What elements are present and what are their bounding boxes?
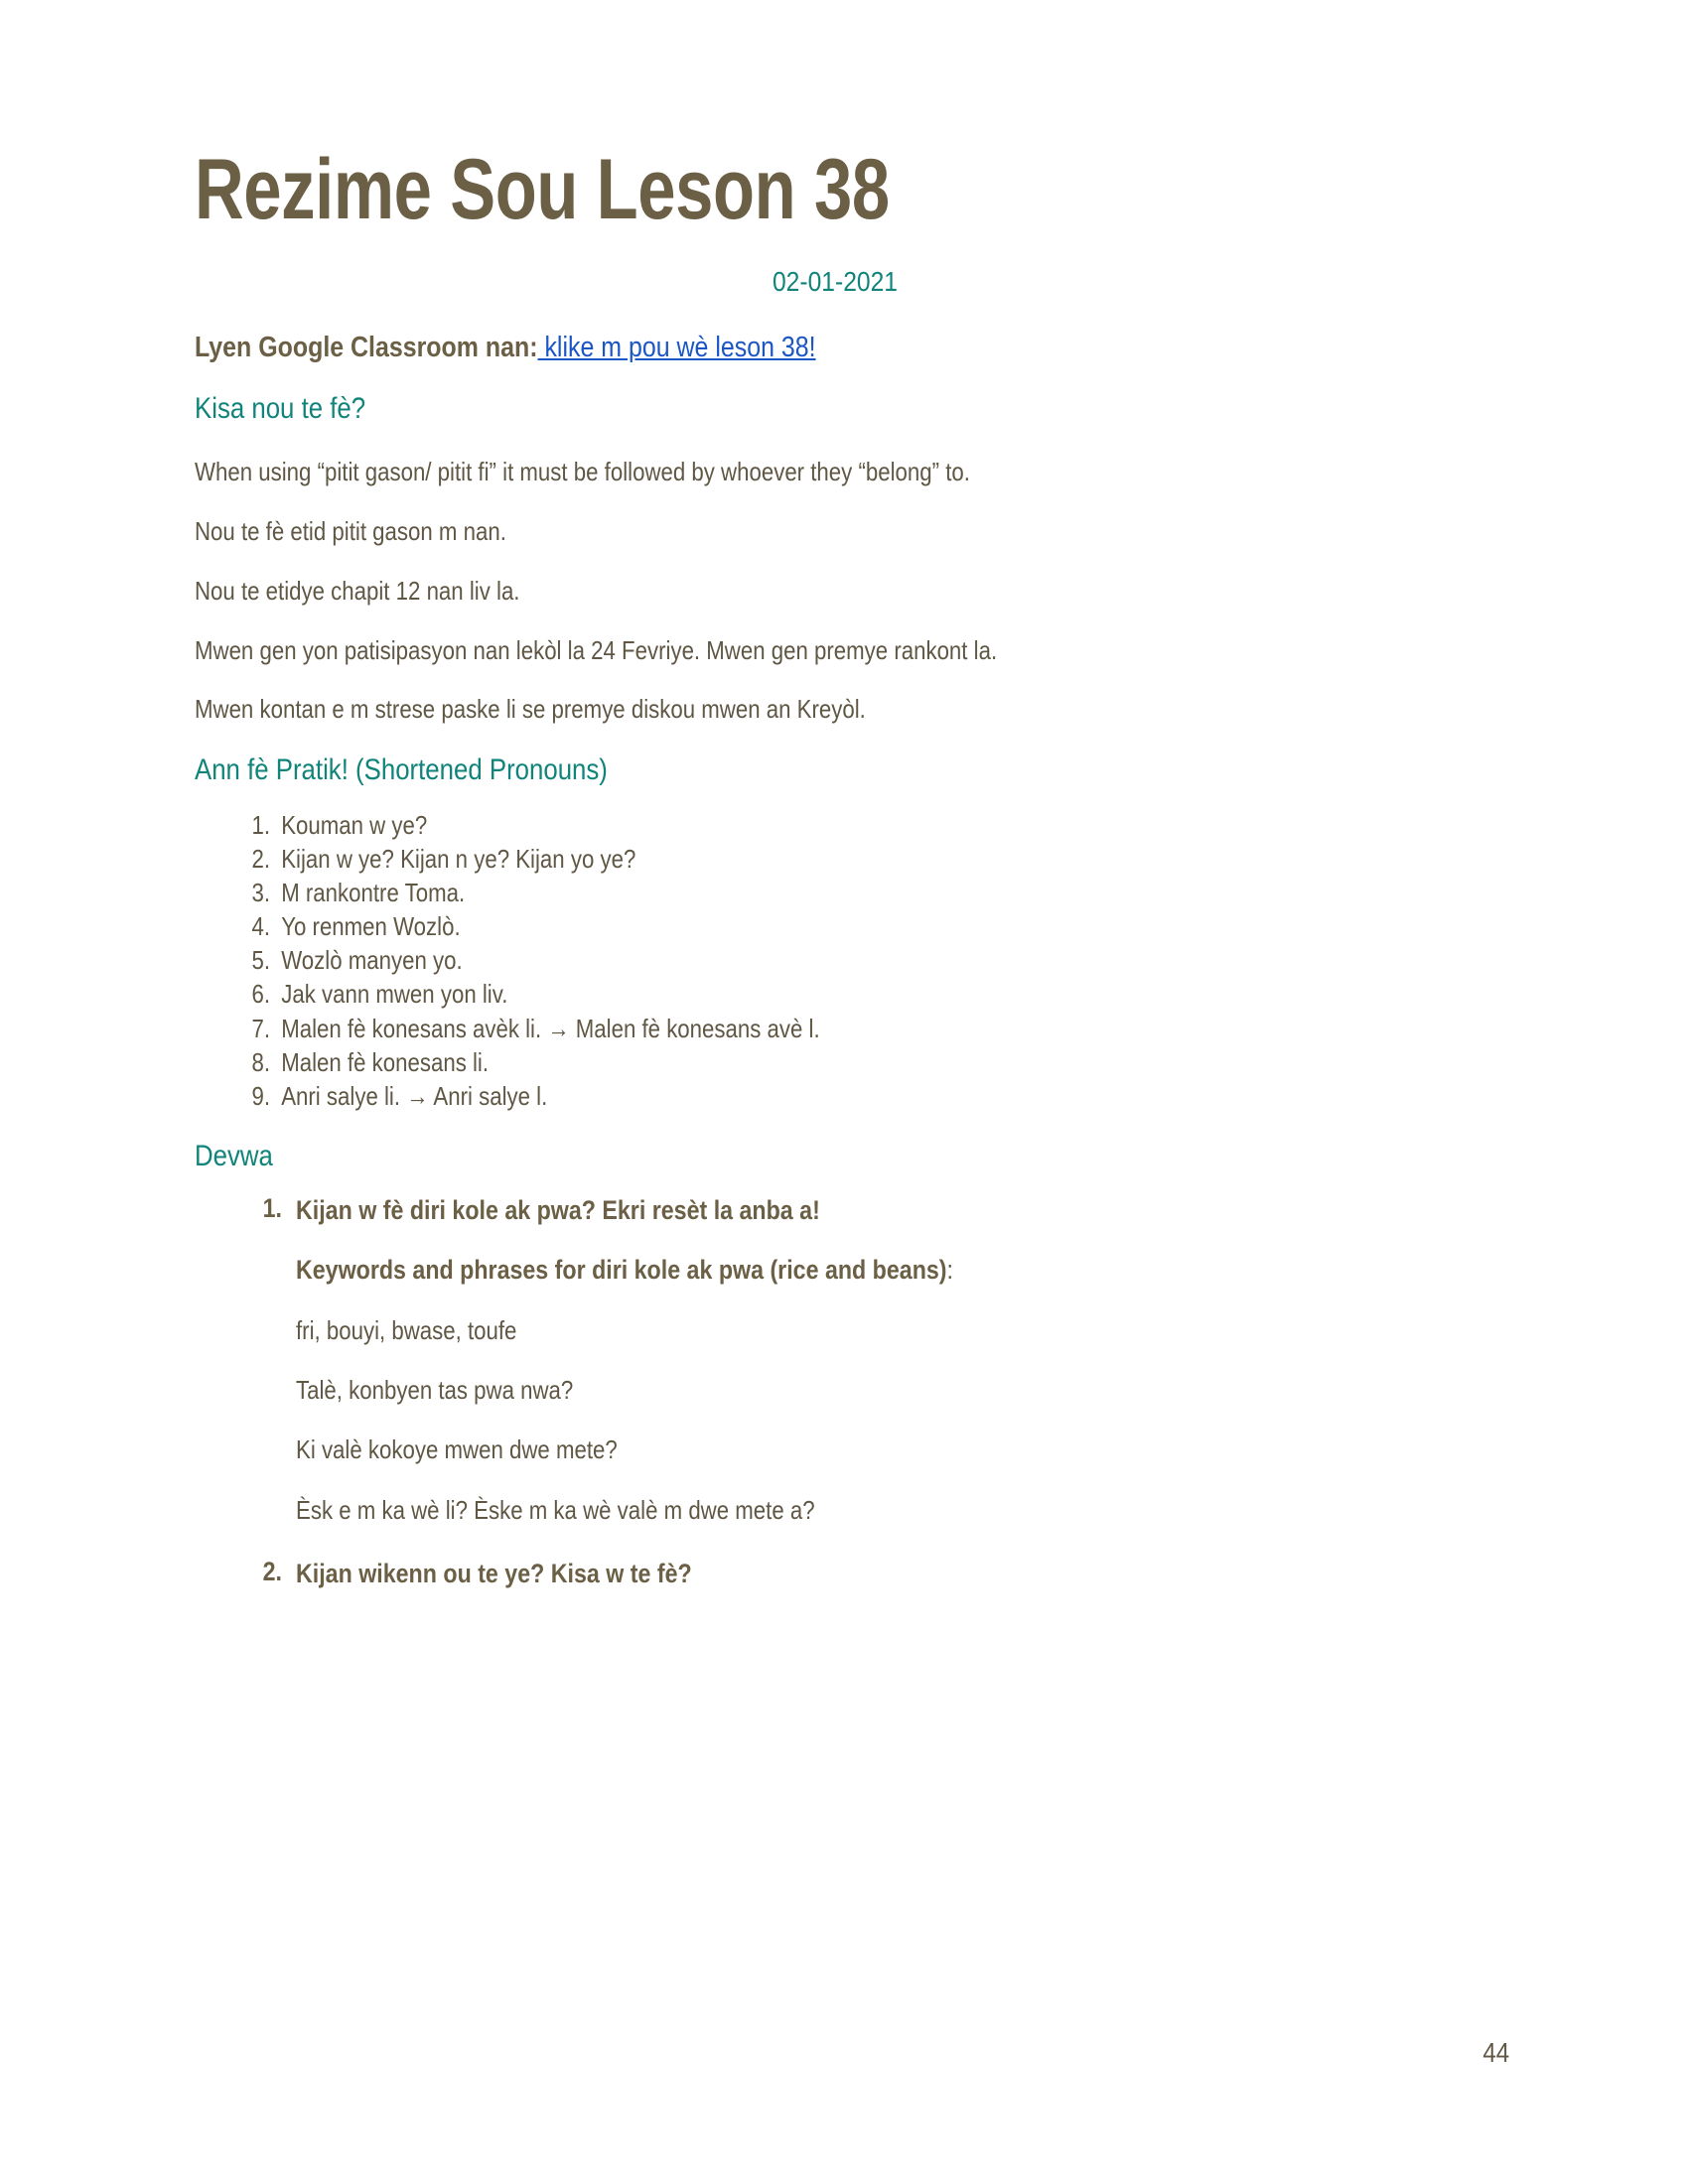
homework-item-number: 1.: [262, 1192, 282, 1223]
document-content: [195, 0, 1476, 1590]
list-item-number: 2.: [251, 844, 271, 875]
practice-list: [195, 787, 1476, 1112]
classroom-link[interactable]: klike m pou wè leson 38!: [537, 332, 816, 363]
section-heading-devwa: Devwa: [195, 1139, 273, 1172]
list-item-label: Jak vann mwen yon liv.: [281, 979, 508, 1010]
list-item-number: 6.: [251, 979, 271, 1010]
list-item-label: Wozlò manyen yo.: [281, 945, 463, 976]
list-item: [195, 943, 1290, 977]
homework-subline: Ki valè kokoye mwen dwe mete?: [296, 1434, 618, 1465]
section-heading-ann-fe-pratik: Ann fè Pratik! (Shortened Pronouns): [195, 753, 608, 787]
page-title: Rezime Sou Leson 38: [195, 142, 890, 237]
homework-list: [195, 1173, 1476, 1591]
list-item: [195, 909, 1290, 943]
list-item: [195, 1079, 1290, 1113]
paragraph: Mwen kontan e m strese paske li se premye diskou mwen an Kreyòl.: [195, 694, 866, 725]
homework-subline: Talè, konbyen tas pwa nwa?: [296, 1375, 574, 1406]
section-heading-kisa-nou-te-fe: Kisa nou te fè?: [195, 392, 366, 426]
homework-keywords-punct: :: [946, 1255, 953, 1286]
list-item-label: Anri salye li. → Anri salye l.: [281, 1080, 548, 1111]
list-item-label: Malen fè konesans li.: [281, 1046, 490, 1077]
homework-subline: fri, bouyi, bwase, toufe: [296, 1314, 517, 1345]
paragraph: When using “pitit gason/ pitit fi” it must be followed by whoever they “belong” to.: [195, 457, 970, 487]
list-item: [195, 876, 1290, 909]
list-item-label: Malen fè konesans avèk li. → Malen fè konesans avè l.: [281, 1013, 820, 1043]
homework-item-title: Kijan wikenn ou te ye? Kisa w te fè?: [296, 1558, 692, 1588]
list-item-label: Yo renmen Wozlò.: [281, 911, 461, 942]
homework-keywords-text: Keywords and phrases for diri kole ak pwa (rice and beans): [296, 1255, 947, 1286]
link-label: Lyen Google Classroom nan:: [195, 332, 538, 363]
homework-item-title: Kijan w fè diri kole ak pwa? Ekri resèt la anba a!: [296, 1194, 820, 1225]
list-item: [195, 1012, 1290, 1045]
list-item: [195, 977, 1290, 1011]
page-number: 44: [1482, 2037, 1509, 2068]
homework-keywords-line: [296, 1227, 1311, 1288]
list-item-number: 8.: [251, 1046, 271, 1077]
list-item-number: 3.: [251, 878, 271, 908]
list-item-number: 4.: [251, 911, 271, 942]
list-item-label: Kijan w ye? Kijan n ye? Kijan yo ye?: [281, 844, 636, 875]
homework-subline: Èsk e m ka wè li? Èske m ka wè valè m dwe mete a?: [296, 1494, 815, 1525]
document-date: 02-01-2021: [772, 266, 899, 297]
list-item-number: 1.: [251, 810, 271, 841]
list-item-label: M rankontre Toma.: [281, 878, 466, 908]
list-item: [195, 808, 1290, 842]
paragraph: Nou te fè etid pitit gason m nan.: [195, 516, 506, 547]
homework-item-number: 2.: [262, 1556, 282, 1586]
list-item-number: 5.: [251, 945, 271, 976]
homework-item: [195, 1193, 1476, 1527]
homework-item: [195, 1527, 1476, 1591]
paragraph: Mwen gen yon patisipasyon nan lekòl la 24 Fevriye. Mwen gen premye rankont la.: [195, 634, 998, 665]
paragraph: Nou te etidye chapit 12 nan liv la.: [195, 575, 520, 606]
list-item: [195, 1045, 1290, 1079]
list-item-number: 7.: [251, 1013, 271, 1043]
google-classroom-link-line: [195, 298, 1296, 365]
list-item-label: Kouman w ye?: [281, 810, 428, 841]
list-item: [195, 842, 1290, 876]
list-item-number: 9.: [251, 1080, 271, 1111]
